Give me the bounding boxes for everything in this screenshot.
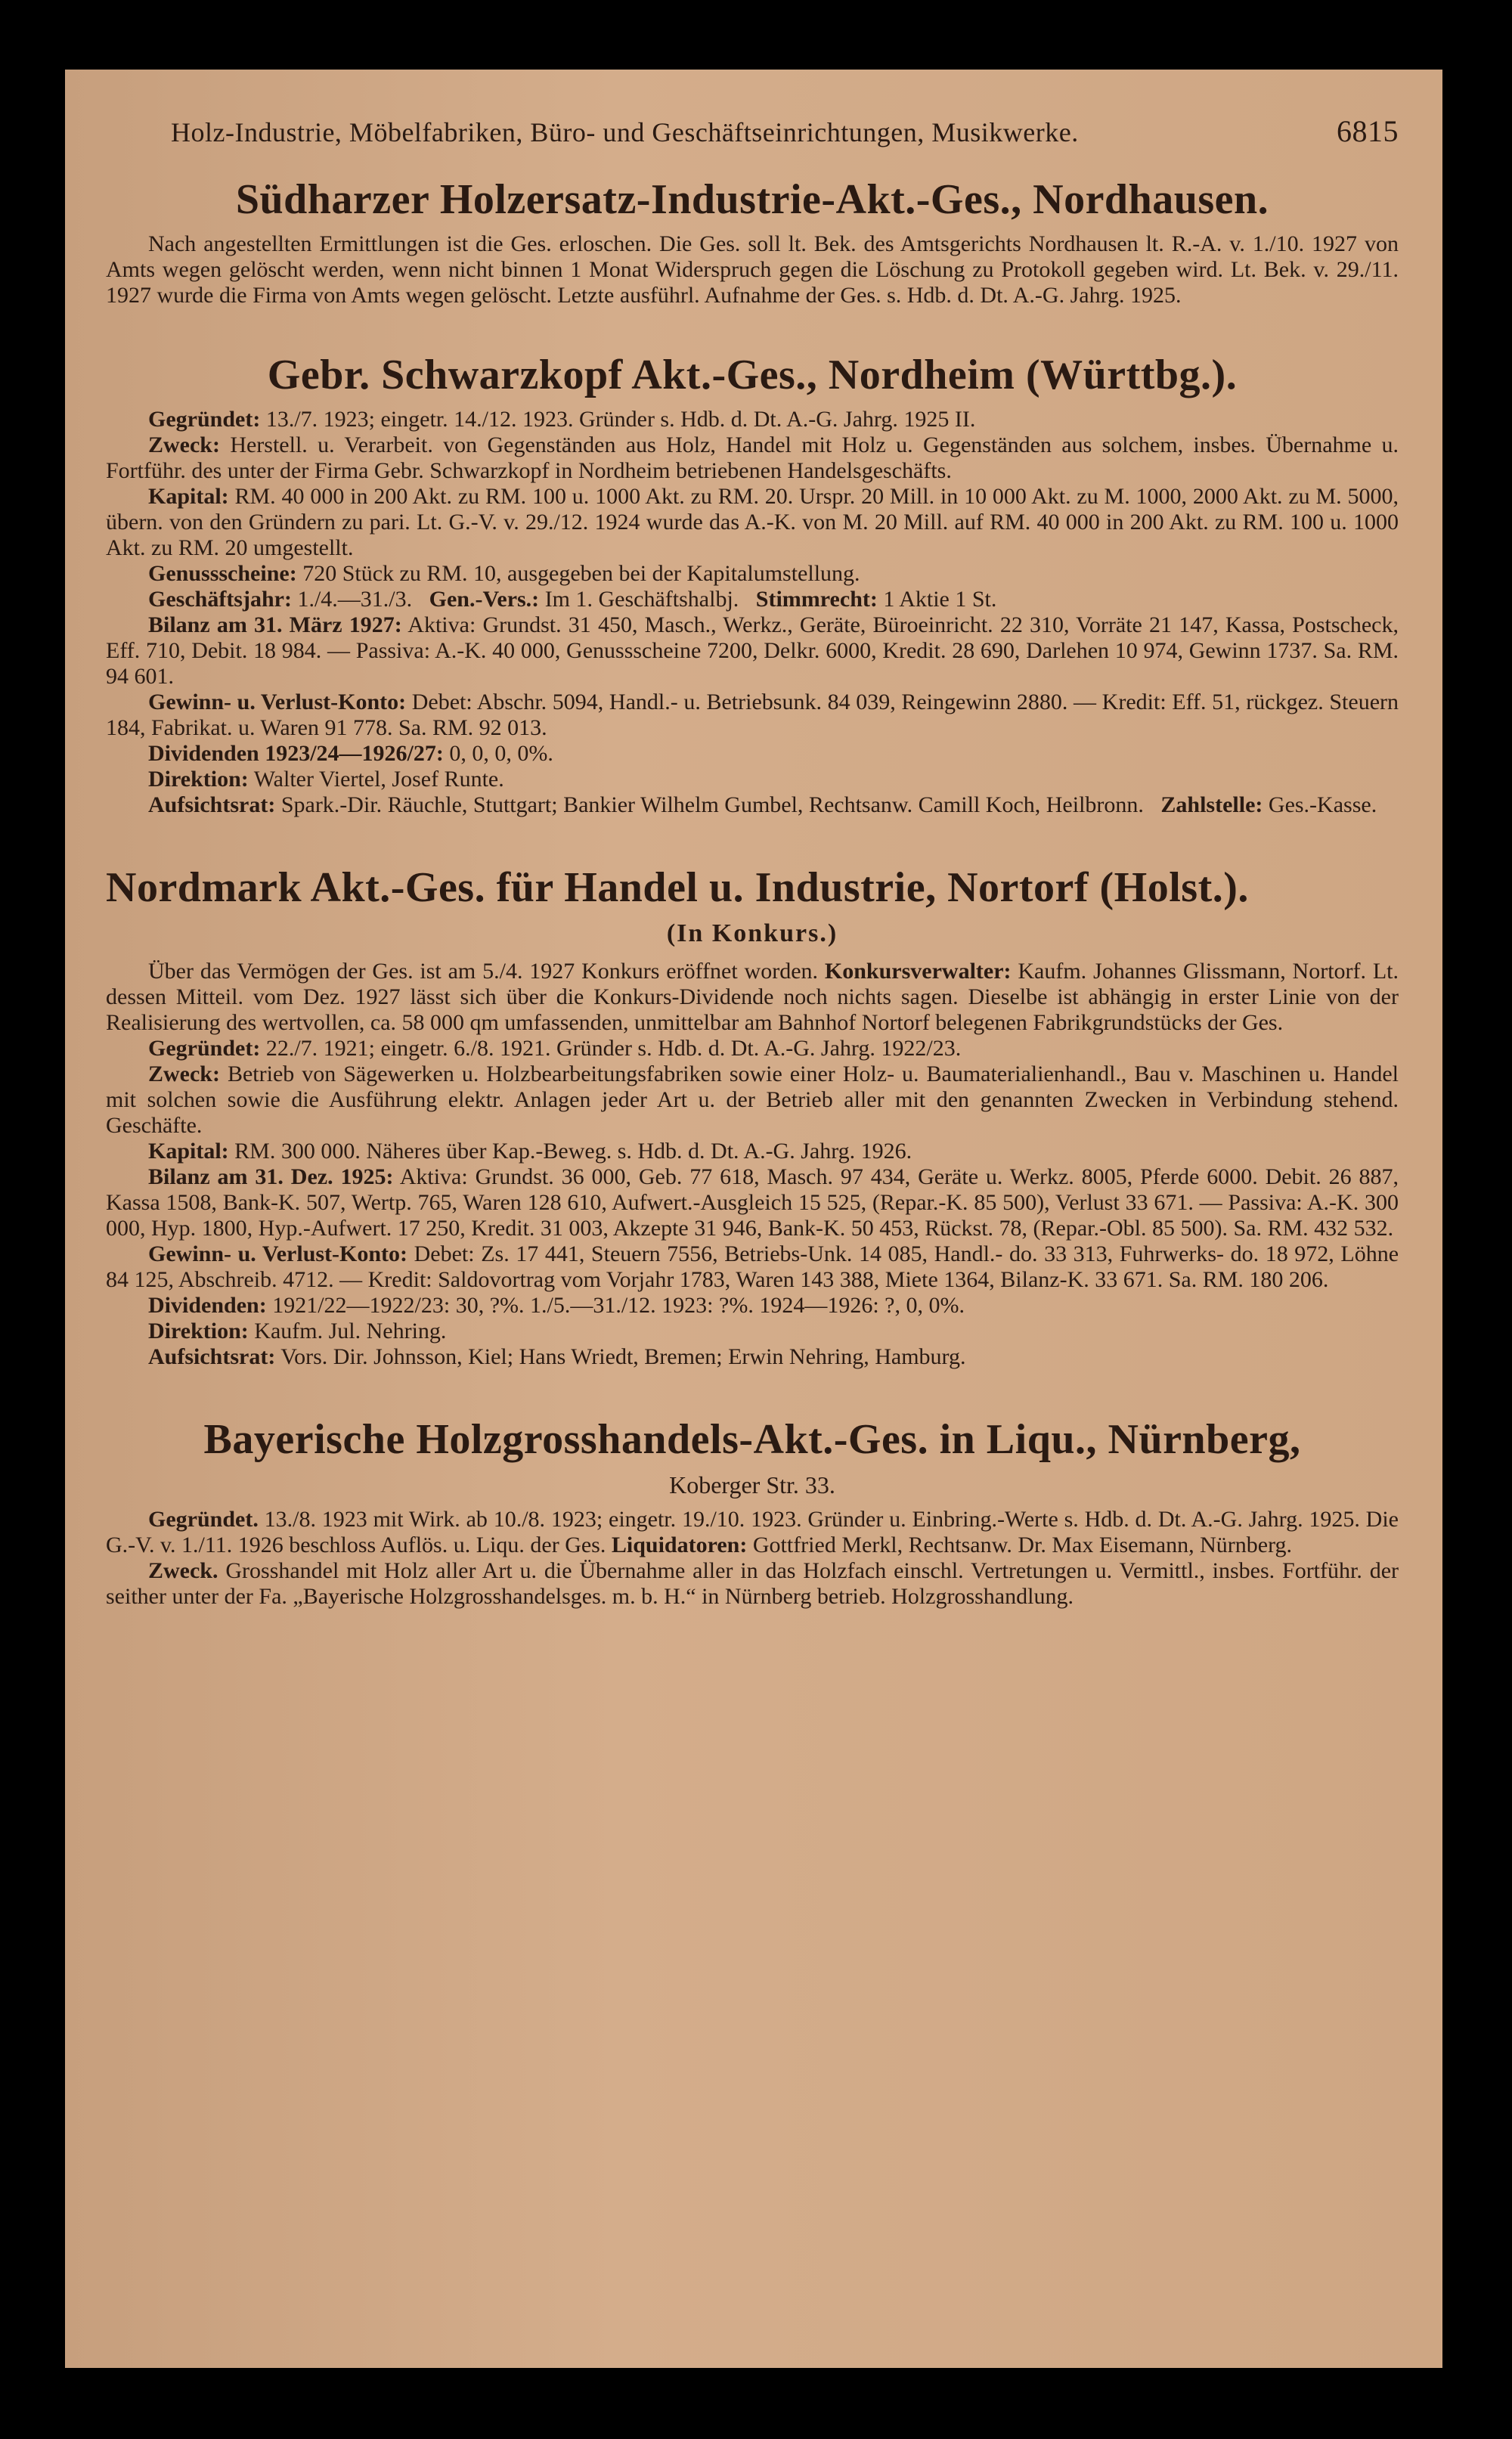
field-value: 1 Aktie 1 St. (883, 587, 997, 612)
profit-shares-line (106, 561, 1399, 587)
purpose-line (106, 1061, 1399, 1139)
fiscal-year-line (106, 587, 1399, 612)
field-value: Gottfried Merkl, Rechtsanw. Dr. Max Eisemann, Nürnberg. (752, 1533, 1293, 1557)
field-label: Bilanz am 31. Dez. 1925: (148, 1164, 394, 1189)
field-value: Herstell. u. Verarbeit. von Gegenständen aus Holz, Handel mit Holz u. Gegenständen aus solchem, insbes. Übernahme u. Fortführ. des unter der Firma Gebr. Schwarzkopf in Nordheim betriebenen Handelsgeschäfts. (106, 432, 1399, 483)
field-label: Zweck: (148, 1061, 220, 1086)
field-value: 0, 0, 0, 0%. (449, 741, 553, 766)
board-line (106, 1344, 1399, 1370)
management-line (106, 1319, 1399, 1344)
company-title: Bayerische Holzgrosshandels-Akt.-Ges. in Liqu., Nürnberg, (203, 1416, 1301, 1463)
company-title: Nordmark Akt.-Ges. für Handel u. Industrie, Nortorf (Holst.). (106, 864, 1249, 911)
field-label: Konkursverwalter: (824, 959, 1012, 984)
field-value: Grosshandel mit Holz aller Art u. die Übernahme aller in das Holzfach einschl. Vertretungen u. Vermittl., insbes. Fortführ. der seither unter der Fa. „Bayerische Holzgrosshandelsges. m. b. H.“ in Nürnberg betrieb. Holzgrosshandlung. (106, 1558, 1399, 1609)
field-label: Gegründet. (148, 1507, 259, 1532)
balance-line (106, 1164, 1399, 1241)
field-label: Genussscheine: (148, 561, 297, 586)
field-value: 13./8. 1923 mit Wirk. ab 10./8. 1923; eingetr. 19./10. 1923. Gründer u. Einbring.-Werte s. Hdb. d. Dt. A.-G. Jahrg. 1925. Die G.-V. v. 1./11. 1926 beschloss Auflös. u. Liqu. der Ges. (106, 1507, 1399, 1557)
field-label: Gewinn- u. Verlust-Konto: (148, 690, 407, 714)
entry-nordmark (106, 863, 1399, 1370)
page-number: 6815 (1337, 114, 1399, 148)
purpose-line (106, 1558, 1399, 1610)
field-label: Aufsichtsrat: (148, 792, 276, 817)
running-header (171, 113, 1399, 149)
company-title: Gebr. Schwarzkopf Akt.-Ges., Nordheim (Württbg.). (267, 352, 1238, 398)
intro-rest: Kaufm. Johannes Glissmann, Nortorf. Lt. dessen Mitteil. vom Dez. 1927 lässt sich über die Konkurs-Dividende noch nichts sagen. Dieselbe ist abhängig in erster Linie von der Realisierung des wertvollen, ca. 58 000 qm umfassenden, unmittelbar am Bahnhof Nortorf belegenen Fabrikgrundstücks der Ges. (106, 959, 1399, 1035)
field-value: Im 1. Geschäftshalbj. (544, 587, 739, 612)
field-value: RM. 300 000. Näheres über Kap.-Beweg. s. Hdb. d. Dt. A.-G. Jahrg. 1926. (234, 1139, 912, 1164)
pl-account-line (106, 1241, 1399, 1293)
field-value: 13./7. 1923; eingetr. 14./12. 1923. Gründer s. Hdb. d. Dt. A.-G. Jahrg. 1925 II. (265, 407, 976, 432)
running-title: Holz-Industrie, Möbelfabriken, Büro- und Geschäftseinrichtungen, Musikwerke. (171, 117, 1079, 147)
field-label: Zahlstelle: (1160, 792, 1263, 817)
field-label: Gen.-Vers.: (429, 587, 540, 612)
field-value: Vors. Dir. Johnsson, Kiel; Hans Wriedt, Bremen; Erwin Nehring, Hamburg. (280, 1344, 966, 1369)
field-label: Zweck. (148, 1558, 218, 1583)
intro-text (106, 959, 1399, 1036)
dividends-line (106, 1293, 1399, 1319)
pl-account-line (106, 690, 1399, 741)
entry-suedharzer (106, 175, 1399, 308)
company-title: Südharzer Holzersatz-Industrie-Akt.-Ges., Nordhausen. (235, 176, 1269, 223)
field-value: Betrieb von Sägewerken u. Holzbearbeitungsfabriken sowie einer Holz- u. Baumaterialienhandl., Bau v. Maschinen u. Handel mit solchen sowie die Ausführung elektr. Anlagen jeder Art u. der Betrieb aller mit den genannten Zwecken in Verbindung stehend. Geschäfte. (106, 1061, 1399, 1138)
status-subtitle: (In Konkurs.) (666, 919, 838, 947)
address-subtitle: Koberger Str. 33. (669, 1471, 835, 1498)
field-value: 1./4.—31./3. (297, 587, 413, 612)
entry-text: Nach angestellten Ermittlungen ist die Ges. erloschen. Die Ges. soll lt. Bek. des Amtsgerichts Nordhausen lt. R.-A. v. 1./10. 1927 von Amts wegen gelöscht werden, wenn nicht binnen 1 Monat Widerspruch gegen die Löschung zu Protokoll gegeben wird. Lt. Bek. v. 29./11. 1927 wurde die Firma von Amts wegen gelöscht. Letzte ausführl. Aufnahme der Ges. s. Hdb. d. Dt. A.-G. Jahrg. 1925. (106, 231, 1399, 308)
field-label: Kapital: (148, 484, 229, 509)
management-line (106, 767, 1399, 792)
entry-schwarzkopf (106, 351, 1399, 818)
board-line (106, 792, 1399, 818)
scanned-page (65, 70, 1442, 2368)
field-label: Gewinn- u. Verlust-Konto: (148, 1241, 408, 1266)
capital-line (106, 1139, 1399, 1164)
field-label: Dividenden: (148, 1293, 267, 1318)
field-value: Spark.-Dir. Räuchle, Stuttgart; Bankier Wilhelm Gumbel, Rechtsanw. Camill Koch, Heilbronn. (280, 792, 1144, 817)
field-value: Debet: Abschr. 5094, Handl.- u. Betriebsunk. 84 039, Reingewinn 2880. — Kredit: Eff. 51, rückgez. Steuern 184, Fabrikat. u. Waren 91 778. Sa. RM. 92 013. (106, 690, 1399, 740)
field-label: Kapital: (148, 1139, 229, 1164)
field-label: Liquidatoren: (611, 1533, 748, 1557)
field-label: Gegründet: (148, 1036, 261, 1061)
field-value: Aktiva: Grundst. 31 450, Masch., Werkz., Geräte, Büroeinricht. 22 310, Vorräte 21 147, Kassa, Postscheck, Eff. 710, Debit. 18 984. — Passiva: A.-K. 40 000, Genussscheine 7200, Delkr. 6000, Kredit. 28 690, Darlehen 10 974, Gewinn 1737. Sa. RM. 94 601. (106, 612, 1399, 689)
field-label: Bilanz am 31. März 1927: (148, 612, 402, 637)
field-value: Kaufm. Jul. Nehring. (254, 1319, 447, 1343)
founded-line (106, 407, 1399, 432)
field-value: Debet: Zs. 17 441, Steuern 7556, Betriebs-Unk. 14 085, Handl.- do. 33 313, Fuhrwerks- do. 18 972, Löhne 84 125, Abschreib. 4712. — Kredit: Saldovortrag vom Vorjahr 1783, Waren 143 388, Miete 1364, Bilanz-K. 33 671. Sa. RM. 180 206. (106, 1241, 1399, 1292)
founded-line (106, 1507, 1399, 1558)
field-label: Dividenden 1923/24—1926/27: (148, 741, 444, 766)
field-value: 1921/22—1922/23: 30, ?%. 1./5.—31./12. 1923: ?%. 1924—1926: ?, 0, 0%. (272, 1293, 965, 1318)
field-label: Direktion: (148, 767, 249, 792)
field-value: Walter Viertel, Josef Runte. (253, 767, 504, 792)
purpose-line (106, 432, 1399, 484)
field-value: Aktiva: Grundst. 36 000, Geb. 77 618, Masch. 97 434, Geräte u. Werkz. 8005, Pferde 6000. Debit. 26 887, Kassa 1508, Bank-K. 507, Wertp. 765, Waren 128 610, Aufwert.-Ausgleich 15 525, (Repar.-K. 85 500), Verlust 33 671. — Passiva: A.-K. 300 000, Hyp. 1800, Hyp.-Aufwert. 17 250, Kredit. 31 003, Akzepte 31 946, Bank-K. 50 453, Rückst. 78, (Repar.-Obl. 85 500). Sa. RM. 432 532. (106, 1164, 1399, 1241)
field-value: Ges.-Kasse. (1268, 792, 1377, 817)
founded-line (106, 1036, 1399, 1061)
dividends-line (106, 741, 1399, 767)
field-label: Geschäftsjahr: (148, 587, 292, 612)
intro-sentence: Über das Vermögen der Ges. ist am 5./4. 1927 Konkurs eröffnet worden. (148, 959, 819, 984)
field-label: Direktion: (148, 1319, 249, 1343)
field-label: Zweck: (148, 432, 220, 457)
field-label: Aufsichtsrat: (148, 1344, 276, 1369)
entry-bayerische (106, 1415, 1399, 1610)
field-value: RM. 40 000 in 200 Akt. zu RM. 100 u. 1000 Akt. zu RM. 20. Urspr. 20 Mill. in 10 000 Akt. zu M. 1000, 2000 Akt. zu M. 5000, übern. von den Gründern zu pari. Lt. G.-V. v. 29./12. 1924 wurde das A.-K. von M. 20 Mill. auf RM. 40 000 in 200 Akt. zu RM. 100 u. 1000 Akt. zu RM. 20 umgestellt. (106, 484, 1399, 560)
capital-line (106, 484, 1399, 561)
balance-line (106, 612, 1399, 690)
page-content (106, 175, 1399, 1610)
field-label: Gegründet: (148, 407, 261, 432)
field-value: 720 Stück zu RM. 10, ausgegeben bei der Kapitalumstellung. (302, 561, 860, 586)
field-value: 22./7. 1921; eingetr. 6./8. 1921. Gründer s. Hdb. d. Dt. A.-G. Jahrg. 1922/23. (265, 1036, 962, 1061)
field-label: Stimmrecht: (755, 587, 878, 612)
